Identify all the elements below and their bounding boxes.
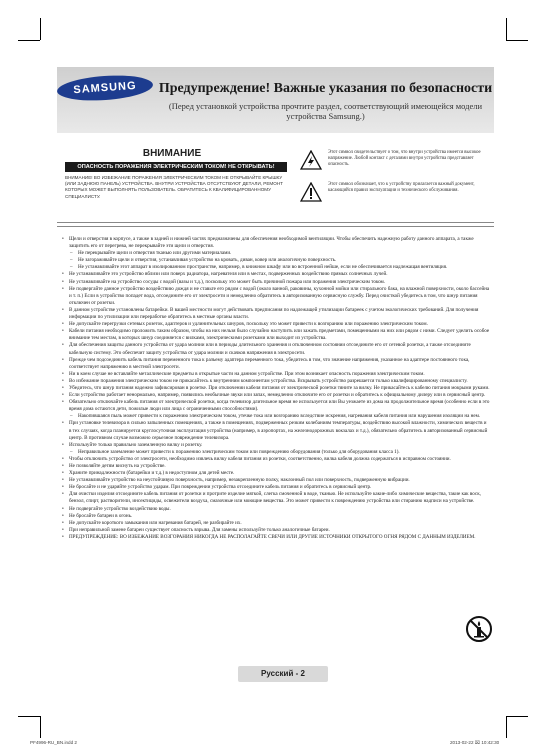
bullet-item: • Ни в коем случае не вставляйте металлические предметы в открытые части на данном устройстве. При этом возникает опасность поражения электрическим током.	[62, 371, 490, 378]
footer-left: PF4996-RU_BN.indd 2	[30, 740, 77, 745]
divider	[57, 226, 494, 227]
crop-mark	[506, 716, 528, 717]
bullet-item: • Не позволяйте детям виснуть на устройстве.	[62, 463, 490, 470]
bullet-item: • Не подвергайте данное устройство воздействию дождя и не ставьте его рядом с водой (около ванной, раковины, кухонной мойки или стирального бака, на влажной поверхности, около бассейна и т. п.) Если в устройство попадет вода, отсоедините его от электросети и немедленно обратитесь в авторизованную сервисную службу. Перед очисткой убедитесь в том, что шнур питания отключен от розетки.	[62, 286, 490, 307]
bullet-item: • Не допускайте перегрузки сетевых розеток, адаптеров и удлинительных шнуров, поскольку это может привести к возгоранию или поражению электрическим током.	[62, 321, 490, 328]
warning-text: ВНИМАНИЕ! ВО ИЗБЕЖАНИЕ ПОРАЖЕНИЯ ЭЛЕКТРИЧЕСКИМ ТОКОМ НЕ ОТКРЫВАЙТЕ КРЫШКУ (ИЛИ ЗАДНЮЮ ПАНЕЛЬ) УСТРОЙСТВА. ВНУТРИ УСТРОЙСТВА ОТСУТСТВУЮТ ДЕТАЛИ, РЕМОНТ КОТОРЫХ МОЖЕТ ВЫПОЛНЯТЬ ПОЛЬЗОВАТЕЛЬ. ОБРАТИТЕСЬ К КВАЛИФИЦИРОВАННОМУ СПЕЦИАЛИСТУ.	[65, 175, 283, 199]
bullet-item: • В данном устройстве установлены батарейки. В вашей местности могут действовать предписания по надлежащей утилизации батареек с учетом экологических требований. Для получения информации по утилизации или переработке обратитесь в местные органы власти.	[62, 307, 490, 321]
bullet-item: • Не подвергайте устройство воздействию воды.	[62, 506, 490, 513]
sub-item: – Не загораживайте щели и отверстия, устанавливая устройство на кровать, диван, ковер или аналогичную поверхность.	[62, 257, 490, 264]
samsung-logo: SAMSUNG	[56, 73, 153, 104]
warning-title: ВНИМАНИЕ	[142, 148, 202, 159]
crop-mark	[40, 18, 41, 40]
page-subtitle: (Перед установкой устройства прочтите раздел, соответствующий имеющейся модели устройства Samsung.)	[168, 101, 483, 122]
crop-mark	[506, 18, 507, 40]
warning-box	[57, 148, 287, 218]
crop-mark	[506, 716, 507, 738]
bullet-item: • При неправильной замене батареи существует опасность взрыва. Для замены используйте только аналогичные батареи.	[62, 527, 490, 534]
bullet-item: • Кабели питания необходимо проложить таким образом, чтобы на них нельзя было случайно наступить или зажать предметами, помещенными на них или рядом с ними. Следует уделить особое внимание тем местам, в которых шнур соединяется с вилками, электрическими розетками или выходит из устройства.	[62, 328, 490, 342]
sub-item: – Накопившаяся пыль может привести к поражению электрическим током, утечке тока или возгоранию вследствие искрения, нагревания кабеля питания или нарушения изоляции на нем.	[62, 413, 490, 420]
crop-mark	[18, 40, 40, 41]
page-title: Предупреждение! Важные указания по безопасности	[158, 81, 493, 96]
bullet-item: • Храните принадлежности (батарейки и т.д.) в недоступном для детей месте.	[62, 470, 490, 477]
bullet-item: • Щели и отверстия в корпусе, а также в задней и нижней частях предназначены для обеспечения необходимой вентиляции. Чтобы обеспечить надежную работу данного аппарата, а также защитить его от перегрева, не перекрывайте эти щели и отверстия.	[62, 236, 490, 250]
bullet-item: • Во избежание поражения электрическим током не прикасайтесь к внутренним компонентам устройства. Вскрывать устройство разрешается только квалифицированному специалисту.	[62, 378, 490, 385]
sub-item: – Неправильное заземление может привести к поражению электрическим током или повреждению оборудования (только для оборудования класса 1).	[62, 449, 490, 456]
exclamation-warning-icon	[300, 182, 322, 202]
bullet-item: • Чтобы отключить устройство от электросети, необходимо извлечь вилку кабеля питания из розетки, соответственно, вилка кабеля должна содержаться в исправном состоянии.	[62, 456, 490, 463]
divider	[57, 222, 494, 223]
bullet-item: • Используйте только правильно заземленную вилку и розетку.	[62, 442, 490, 449]
bullet-item: • Убедитесь, что шнур питания надежно зафиксирован в розетке. При отключении кабеля питания от электрической розетки тяните за вилку. Не прикасайтесь к кабелю питания мокрыми руками.	[62, 385, 490, 392]
bullet-item: • Если устройство работает ненормально, например, появились необычные звуки или запах, немедленно отключите его от розетки и обратитесь к официальному дилеру или в сервисный центр.	[62, 392, 490, 399]
bullet-item: • Не устанавливайте устройство на неустойчивую поверхность, например, незакрепленную полку, наклонный пол или поверхность, подверженную вибрации.	[62, 477, 490, 484]
safety-instructions	[62, 236, 490, 541]
lightning-symbol-text: Этот символ свидетельствует о том, что внутри устройства имеется высокое напряжение. Любой контакт с деталями внутри устройства представляет опасность.	[328, 150, 481, 168]
crop-mark	[40, 716, 41, 738]
warning-bar: ОПАСНОСТЬ ПОРАЖЕНИЯ ЭЛЕКТРИЧЕСКИМ ТОКОМ! НЕ ОТКРЫВАТЬ!	[65, 162, 287, 172]
page-number-label: Русский - 2	[238, 666, 328, 682]
sub-item: – Не устанавливайте этот аппарат в изолированном пространстве, например, в книжном шкафу или во встроенной нейше, если не обеспечивается надлежащая вентиляция.	[62, 264, 490, 271]
bullet-item: • Для обеспечения защиты данного устройства от удара молнии или в периоды длительного хранения и отключенном состоянии отсоедините его от сетевой розетки, а также отсоедините кабельную систему. Это обеспечит защиту устройства от удара молнии и скачков напряжения в электросети.	[62, 342, 490, 356]
instruction-list	[62, 236, 490, 541]
footer-right: 2013-02-22 ⌧ 10:42:30	[450, 740, 500, 745]
bullet-item: • Не допускайте короткого замыкания или нагревания батарей, не разбирайте их.	[62, 520, 490, 527]
bullet-item: • Не бросайте батареи в огонь.	[62, 513, 490, 520]
bullet-item: • Не устанавливайте на устройство сосуды с водой (вазы и т.д.), поскольку это может быть причиной пожара или поражения электрическим током.	[62, 279, 490, 286]
no-candle-icon	[465, 615, 493, 643]
bullet-item: • Для очистки изделия отсоедините кабель питания от розетки и протрите изделие мягкой, слегка смоченной в воде, тканью. Не используйте какие-либо химические вещества, такие как воск, бензол, спирт, растворители, инсектициды, освежители воздуха, смазочные или моющие вещества. Это может привести к повреждению устройства или стиранию надписи на устройстве.	[62, 491, 490, 505]
bullet-item: • При установке телевизора в сильно запыленных помещениях, а также в помещениях, подверженных резким колебаниям температуры, воздействию высокой влажности, химических веществ и в тех случаях, когда планируется круглосуточная эксплуатация устройства (например, в аэропортах, на железнодорожных вокзалах и т.д.), обязательно обратитесь в авторизованный сервисный центр. В противном случае возможно серьезное повреждение телевизора.	[62, 420, 490, 441]
sub-item: – Не перекрывайте щели и отверстия тканью или другими материалами.	[62, 250, 490, 257]
crop-mark	[506, 40, 528, 41]
header-band	[57, 67, 494, 133]
lightning-warning-icon	[300, 150, 322, 170]
bullet-item: • Не бросайте и не ударяйте устройство ударам. При повреждении устройства отсоедините кабель питания и обратитесь в сервисный центр.	[62, 484, 490, 491]
bullet-item: • Обязательно отключайте кабель питания от электрической розетки, когда телевизор длительное время не используется или Вы уезжаете из дома на продолжительное время (особенно если в это время дома остаются дети, пожилые люди или лица с ограниченными способностями).	[62, 399, 490, 413]
bullet-item: • ПРЕДУПРЕЖДЕНИЕ: ВО ИЗБЕЖАНИЕ ВОЗГОРАНИЯ НИКОГДА НЕ РАСПОЛАГАЙТЕ СВЕЧИ ИЛИ ДРУГИЕ ИСТОЧНИКИ ОТКРЫТОГО ОГНЯ РЯДОМ С ДАННЫМ ИЗДЕЛИЕМ.	[62, 534, 490, 541]
exclamation-symbol-text: Этот символ обозначает, что к устройству прилагается важный документ, касающийся правил эксплуатации и технического обслуживания.	[328, 182, 475, 194]
crop-mark	[18, 716, 40, 717]
bullet-item: • Прежде чем подсоединить кабель питания переменного тока к разъему адаптера переменного тока, убедитесь в том, что значение напряжения, указанное на адаптере постоянного тока, соответствует напряжению в местной электросети.	[62, 357, 490, 371]
bullet-item: • Не устанавливайте это устройство вблизи или поверх радиатора, нагревателя или в местах, подверженных воздействию прямых солнечных лучей.	[62, 271, 490, 278]
